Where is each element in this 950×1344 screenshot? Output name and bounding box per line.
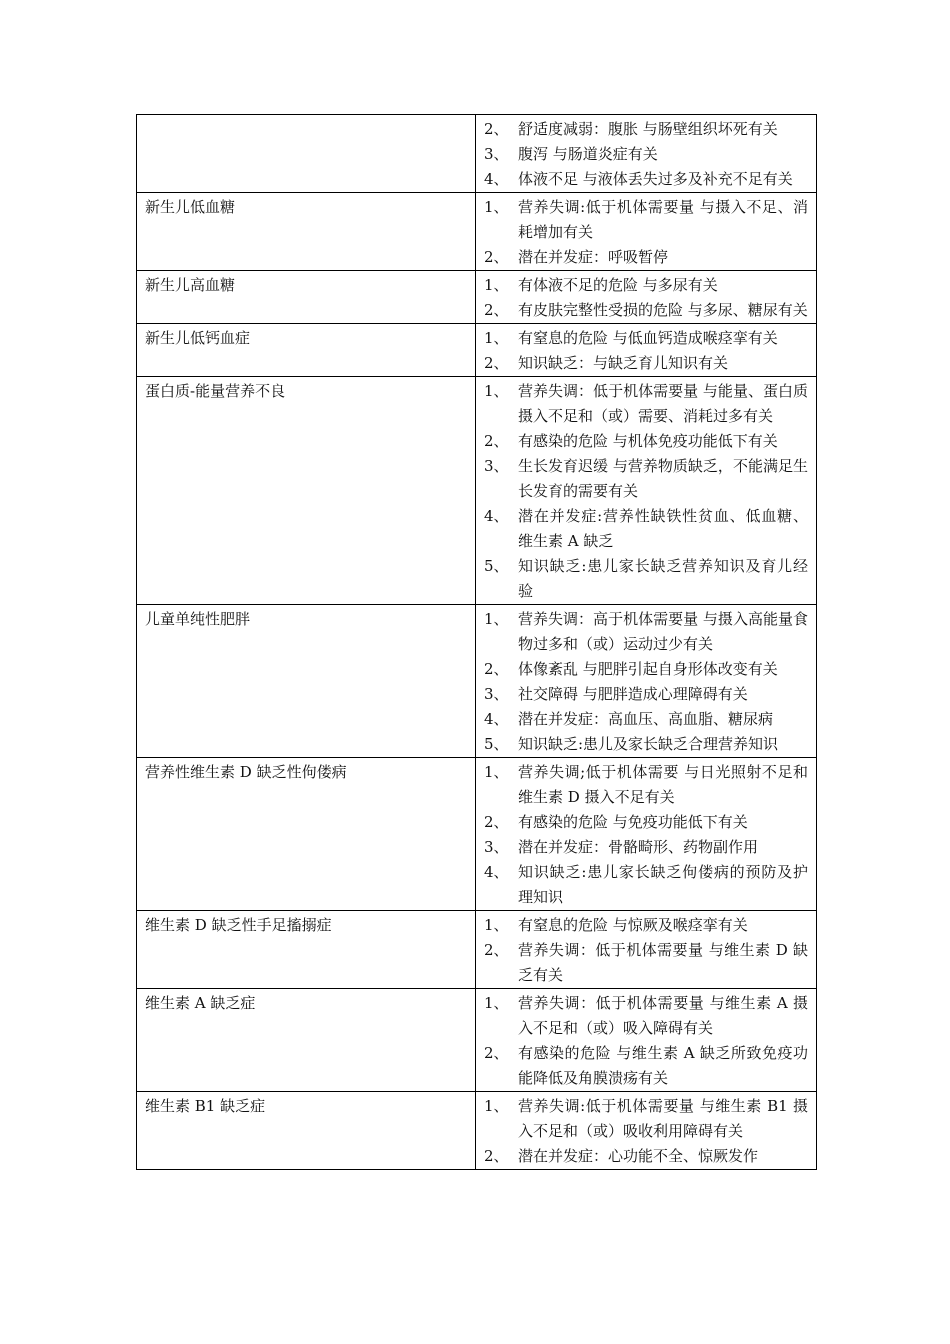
diagnosis-item-number: 5、 [484,557,509,575]
diagnosis-item [484,454,808,504]
diagnosis-item-text: 知识缺乏:患儿及家长缺乏合理营养知识 [518,735,779,753]
diagnosis-item [484,938,808,988]
diagnosis-item [484,835,808,860]
diagnosis-item-text: 营养失调:低于机体需要量 与摄入不足、消耗增加有关 [518,198,808,241]
diagnosis-item-number: 2、 [484,1044,509,1062]
disease-cell: 维生素 A 缺乏症 [137,989,476,1092]
diagnosis-item-number: 1、 [484,329,509,347]
diagnosis-item-number: 4、 [484,863,509,881]
diagnosis-item-number: 1、 [484,1097,509,1115]
diagnosis-item-text: 有窒息的危险 与惊厥及喉痉挛有关 [518,916,748,934]
diagnosis-item [484,142,808,167]
diagnosis-item [484,657,808,682]
diagnosis-item-text: 营养失调：低于机体需要量 与维生素 D 缺乏有关 [518,941,808,984]
table-row [137,193,817,271]
table-row [137,1092,817,1170]
table-row [137,377,817,605]
diagnosis-item [484,379,808,429]
diagnosis-item-number: 2、 [484,248,509,266]
diagnosis-item-text: 营养失调;低于机体需要 与日光照射不足和维生素 D 摄入不足有关 [518,763,808,806]
diagnosis-item-number: 4、 [484,170,509,188]
diagnosis-cell [476,911,817,989]
diagnosis-item-text: 有感染的危险 与免疫功能低下有关 [518,813,748,831]
diagnosis-item-number: 1、 [484,763,509,781]
diagnosis-item-number: 2、 [484,301,509,319]
diagnosis-item [484,195,808,245]
diagnosis-item [484,504,808,554]
diagnosis-item [484,991,808,1041]
diagnosis-item [484,682,808,707]
diagnosis-item-number: 4、 [484,507,509,525]
diagnosis-item [484,351,808,376]
diagnosis-item [484,732,808,757]
disease-cell: 维生素 D 缺乏性手足搐搦症 [137,911,476,989]
diagnosis-item-text: 体像紊乱 与肥胖引起自身形体改变有关 [518,660,778,678]
diagnosis-item-text: 营养失调：低于机体需要量 与维生素 A 摄入不足和（或）吸入障碍有关 [518,994,808,1037]
diagnosis-item-text: 生长发育迟缓 与营养物质缺乏，不能满足生长发育的需要有关 [518,457,808,500]
diagnosis-item-number: 5、 [484,735,509,753]
diagnosis-item-text: 潜在并发症:营养性缺铁性贫血、低血糖、维生素 A 缺乏 [518,507,808,550]
diagnosis-item-text: 潜在并发症：高血压、高血脂、糖尿病 [518,710,774,728]
diagnosis-item-text: 营养失调：低于机体需要量 与能量、蛋白质摄入不足和（或）需要、消耗过多有关 [518,382,808,425]
diagnosis-cell [476,271,817,324]
diagnosis-item [484,117,808,142]
diagnosis-item [484,810,808,835]
diagnosis-item-text: 有体液不足的危险 与多尿有关 [518,276,718,294]
diagnosis-item [484,554,808,604]
diagnosis-item-text: 潜在并发症：呼吸暂停 [518,248,669,266]
diagnosis-item [484,1144,808,1169]
diagnosis-item-number: 2、 [484,660,509,678]
diagnosis-item-number: 1、 [484,276,509,294]
diagnosis-cell [476,377,817,605]
diagnosis-cell [476,1092,817,1170]
diagnosis-item-number: 1、 [484,610,509,628]
diagnosis-item-text: 社交障碍 与肥胖造成心理障碍有关 [518,685,748,703]
diagnosis-item-number: 1、 [484,916,509,934]
diagnosis-item [484,607,808,657]
table-row [137,989,817,1092]
diagnosis-item [484,326,808,351]
diagnosis-item [484,273,808,298]
diagnosis-item-number: 2、 [484,432,509,450]
diagnosis-item [484,245,808,270]
disease-cell: 维生素 B1 缺乏症 [137,1092,476,1170]
diagnosis-item-text: 有感染的危险 与机体免疫功能低下有关 [518,432,778,450]
diagnosis-item [484,707,808,732]
diagnosis-cell [476,758,817,911]
diagnosis-item [484,913,808,938]
diagnosis-item-text: 腹泻 与肠道炎症有关 [518,145,658,163]
diagnosis-item-number: 3、 [484,145,509,163]
diagnosis-item-number: 2、 [484,813,509,831]
diagnosis-item-number: 2、 [484,120,509,138]
diagnosis-item-text: 舒适度减弱：腹胀 与肠壁组织坏死有关 [518,120,778,138]
diagnosis-item-text: 知识缺乏:患儿家长缺乏营养知识及育儿经验 [518,557,808,600]
diagnosis-item [484,298,808,323]
disease-cell: 新生儿低血糖 [137,193,476,271]
diagnosis-item-text: 有感染的危险 与维生素 A 缺乏所致免疫功能降低及角膜溃疡有关 [518,1044,808,1087]
table-row [137,758,817,911]
diagnosis-item-text: 有窒息的危险 与低血钙造成喉痉挛有关 [518,329,778,347]
diagnosis-item-text: 营养失调：高于机体需要量 与摄入高能量食物过多和（或）运动过少有关 [518,610,808,653]
diagnosis-item-number: 3、 [484,685,509,703]
disease-cell: 营养性维生素 D 缺乏性佝偻病 [137,758,476,911]
disease-cell: 新生儿低钙血症 [137,324,476,377]
diagnosis-item [484,1041,808,1091]
diagnosis-cell [476,115,817,193]
table-row [137,605,817,758]
diagnosis-cell [476,605,817,758]
diagnosis-item-text: 潜在并发症：骨骼畸形、药物副作用 [518,838,759,856]
diagnosis-item [484,760,808,810]
diagnosis-item-text: 有皮肤完整性受损的危险 与多尿、糖尿有关 [518,301,808,319]
diagnosis-item-text: 体液不足 与液体丢失过多及补充不足有关 [518,170,793,188]
diagnosis-item [484,167,808,192]
diagnosis-item-number: 1、 [484,382,509,400]
diagnosis-item-text: 营养失调:低于机体需要量 与维生素 B1 摄入不足和（或）吸收利用障碍有关 [518,1097,808,1140]
diagnosis-item-text: 知识缺乏：与缺乏育儿知识有关 [518,354,729,372]
diagnosis-item-number: 4、 [484,710,509,728]
diagnosis-item-number: 1、 [484,198,509,216]
diagnosis-item [484,1094,808,1144]
diagnosis-item-number: 2、 [484,941,509,959]
disease-cell: 蛋白质-能量营养不良 [137,377,476,605]
table-row [137,324,817,377]
diagnosis-item-number: 2、 [484,1147,509,1165]
disease-cell [137,115,476,193]
nursing-diagnosis-table [136,114,817,1170]
disease-cell: 新生儿高血糖 [137,271,476,324]
table-row [137,911,817,989]
diagnosis-item-number: 1、 [484,994,509,1012]
diagnosis-item-text: 潜在并发症：心功能不全、惊厥发作 [518,1147,759,1165]
diagnosis-item-number: 2、 [484,354,509,372]
disease-cell: 儿童单纯性肥胖 [137,605,476,758]
diagnosis-item [484,429,808,454]
diagnosis-item-text: 知识缺乏:患儿家长缺乏佝偻病的预防及护理知识 [518,863,808,906]
diagnosis-cell [476,324,817,377]
diagnosis-item-number: 3、 [484,838,509,856]
diagnosis-cell [476,193,817,271]
diagnosis-cell [476,989,817,1092]
diagnosis-item [484,860,808,910]
table-row [137,115,817,193]
diagnosis-item-number: 3、 [484,457,509,475]
table-row [137,271,817,324]
table-body [137,115,817,1170]
